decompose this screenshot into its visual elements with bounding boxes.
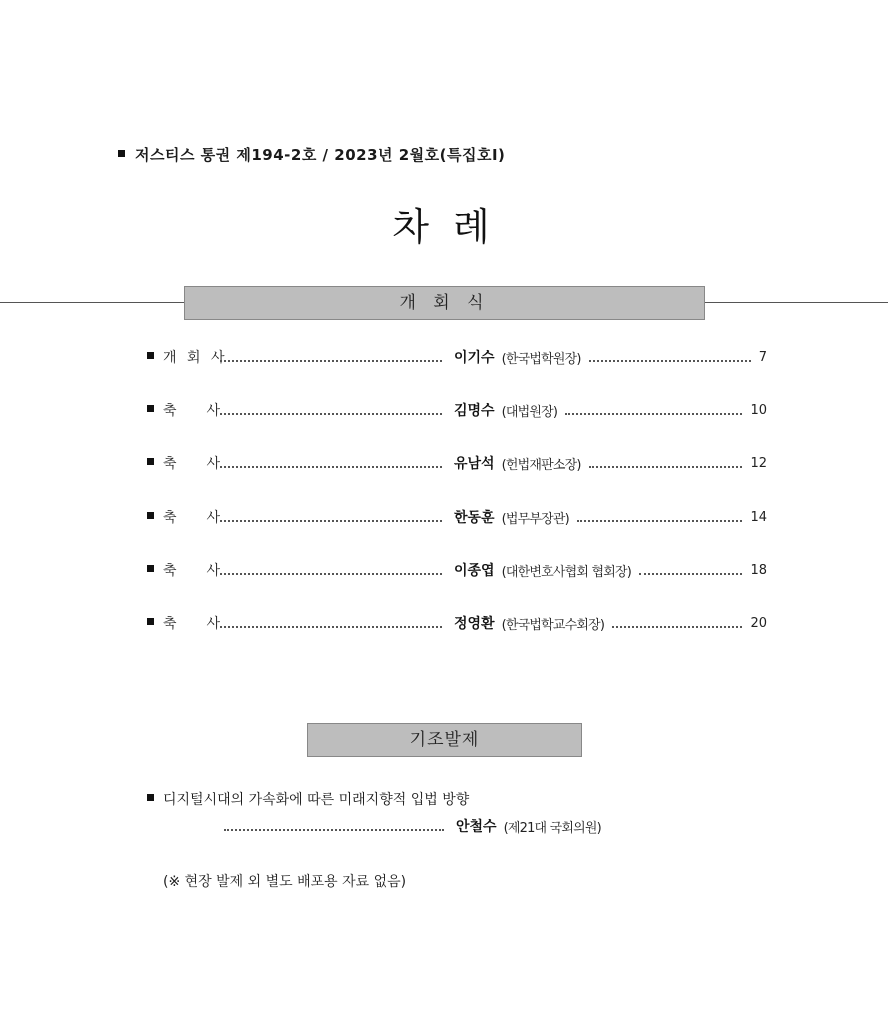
section-title-opening: 개 회 식 (184, 286, 705, 320)
dot-leader (577, 520, 743, 522)
speaker-name: 정영환 (454, 616, 495, 632)
keynote-presenter (224, 815, 601, 837)
dot-leader (220, 573, 442, 575)
toc-entry[interactable] (147, 452, 767, 474)
speaker-name: 이기수 (454, 350, 495, 366)
toc-entry[interactable] (147, 612, 767, 634)
dot-leader (224, 829, 444, 831)
dot-leader (612, 626, 742, 628)
bullet-icon (118, 150, 125, 157)
keynote-note: (※ 현장 발제 외 별도 배포용 자료 없음) (163, 874, 407, 890)
entry-label: 축 사 (163, 616, 220, 632)
bullet-icon (147, 458, 154, 465)
speaker-role: (한국법학원장) (501, 351, 581, 367)
entry-label: 축 사 (163, 563, 220, 579)
section-title-keynote: 기조발제 (307, 723, 582, 757)
toc-entry[interactable] (147, 399, 767, 421)
publication-header (118, 144, 505, 165)
keynote-topic[interactable] (147, 789, 469, 809)
dot-leader (565, 413, 742, 415)
speaker-name: 유남석 (454, 456, 495, 472)
bullet-icon (147, 794, 154, 801)
page-number: 12 (750, 455, 767, 471)
dot-leader (220, 520, 442, 522)
speaker-name: 김명수 (454, 403, 495, 419)
page-number: 20 (750, 615, 767, 631)
publication-text: 저스티스 통권 제194-2호 / 2023년 2월호(특집호Ⅰ) (135, 146, 506, 164)
dot-leader (220, 413, 442, 415)
speaker-role: (대한변호사협회 협회장) (501, 564, 632, 580)
speaker-role: (법무부장관) (501, 511, 569, 527)
dot-leader (220, 626, 442, 628)
bullet-icon (147, 405, 154, 412)
bullet-icon (147, 512, 154, 519)
page-number: 7 (758, 349, 767, 365)
entry-label: 축 사 (163, 510, 220, 526)
toc-entry[interactable] (147, 506, 767, 528)
dot-leader (589, 360, 751, 362)
entry-label: 축 사 (163, 456, 220, 472)
speaker-role: (한국법학교수회장) (501, 617, 605, 633)
dot-leader (589, 466, 743, 468)
page-title: 차 례 (392, 205, 496, 249)
speaker-role: (대법원장) (501, 404, 558, 420)
bullet-icon (147, 352, 154, 359)
page-number: 14 (750, 509, 767, 525)
bullet-icon (147, 618, 154, 625)
page-number: 10 (750, 402, 767, 418)
speaker-name: 안철수 (456, 819, 497, 835)
speaker-role: (헌법재판소장) (501, 457, 581, 473)
keynote-topic-text: 디지털시대의 가속화에 따른 미래지향적 입법 방향 (163, 792, 470, 808)
speaker-role: (제21대 국회의원) (503, 820, 601, 836)
speaker-name: 이종엽 (454, 563, 495, 579)
entry-label: 개 회 사 (163, 350, 228, 366)
speaker-name: 한동훈 (454, 510, 495, 526)
toc-entry[interactable] (147, 559, 767, 581)
dot-leader (639, 573, 742, 575)
page-number: 18 (750, 562, 767, 578)
toc-entry[interactable] (147, 346, 767, 368)
bullet-icon (147, 565, 154, 572)
dot-leader (220, 466, 442, 468)
entry-label: 축 사 (163, 403, 220, 419)
dot-leader (220, 360, 442, 362)
